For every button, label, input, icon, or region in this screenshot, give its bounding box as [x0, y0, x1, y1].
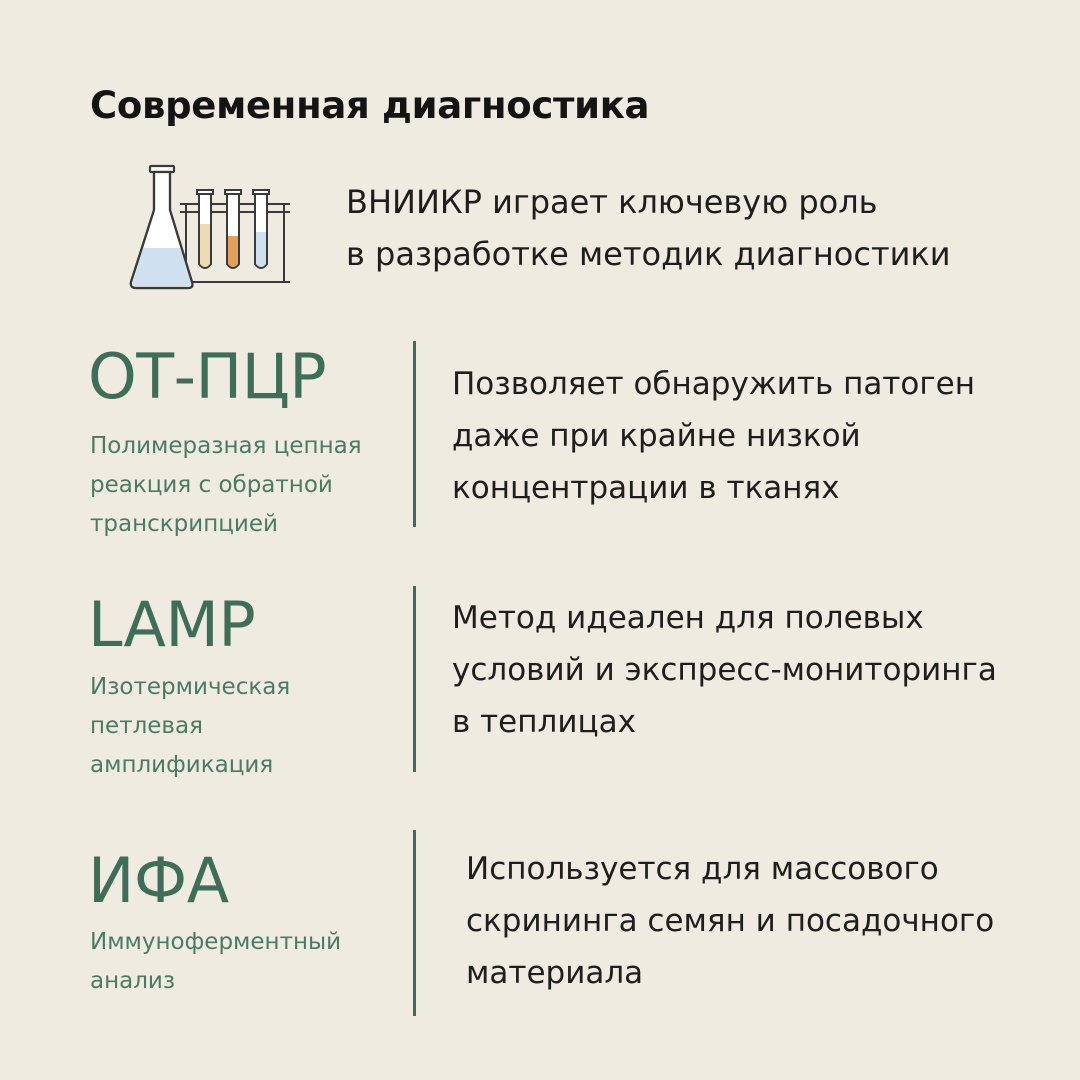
method-divider — [413, 586, 416, 772]
method-full-line: реакция с обратной — [90, 472, 333, 498]
method-full-line: анализ — [90, 968, 176, 994]
method-desc-line: концентрации в тканях — [452, 470, 840, 506]
intro-line: в разработке методик диагностики — [346, 235, 951, 273]
method-full-line: амплификация — [90, 752, 274, 778]
method-abbr: ИФА — [88, 844, 229, 917]
method-full-line: Иммуноферментный — [90, 929, 342, 955]
method-description — [466, 843, 994, 999]
method-desc-line: в теплицах — [452, 704, 636, 740]
method-desc-line: даже при крайне низкой — [452, 418, 861, 454]
method-desc-line: Используется для массового — [466, 851, 939, 887]
intro-text — [346, 176, 951, 280]
method-full-line: Изотермическая — [90, 674, 291, 700]
method-desc-line: условий и экспресс-мониторинга — [452, 652, 997, 688]
method-abbr: LAMP — [88, 588, 256, 661]
intro-line: ВНИИКР играет ключевую роль — [346, 183, 878, 221]
method-divider — [413, 830, 416, 1016]
method-desc-line: скрининга семян и посадочного — [466, 903, 995, 939]
method-full-name — [90, 668, 290, 785]
lab-glassware-icon — [126, 164, 294, 296]
method-desc-line: Позволяет обнаружить патоген — [452, 366, 975, 402]
method-full-name — [90, 923, 341, 1001]
method-divider — [413, 341, 416, 527]
method-description — [452, 358, 975, 514]
method-full-line: петлевая — [90, 713, 203, 739]
page-title: Современная диагностика — [90, 84, 650, 127]
method-full-line: Полимеразная цепная — [90, 433, 362, 459]
method-description — [452, 592, 997, 748]
method-desc-line: Метод идеален для полевых — [452, 600, 924, 636]
method-desc-line: материала — [466, 955, 644, 991]
method-full-line: транскрипцией — [90, 511, 278, 537]
method-abbr: ОТ-ПЦР — [88, 340, 327, 413]
method-full-name — [90, 427, 362, 544]
